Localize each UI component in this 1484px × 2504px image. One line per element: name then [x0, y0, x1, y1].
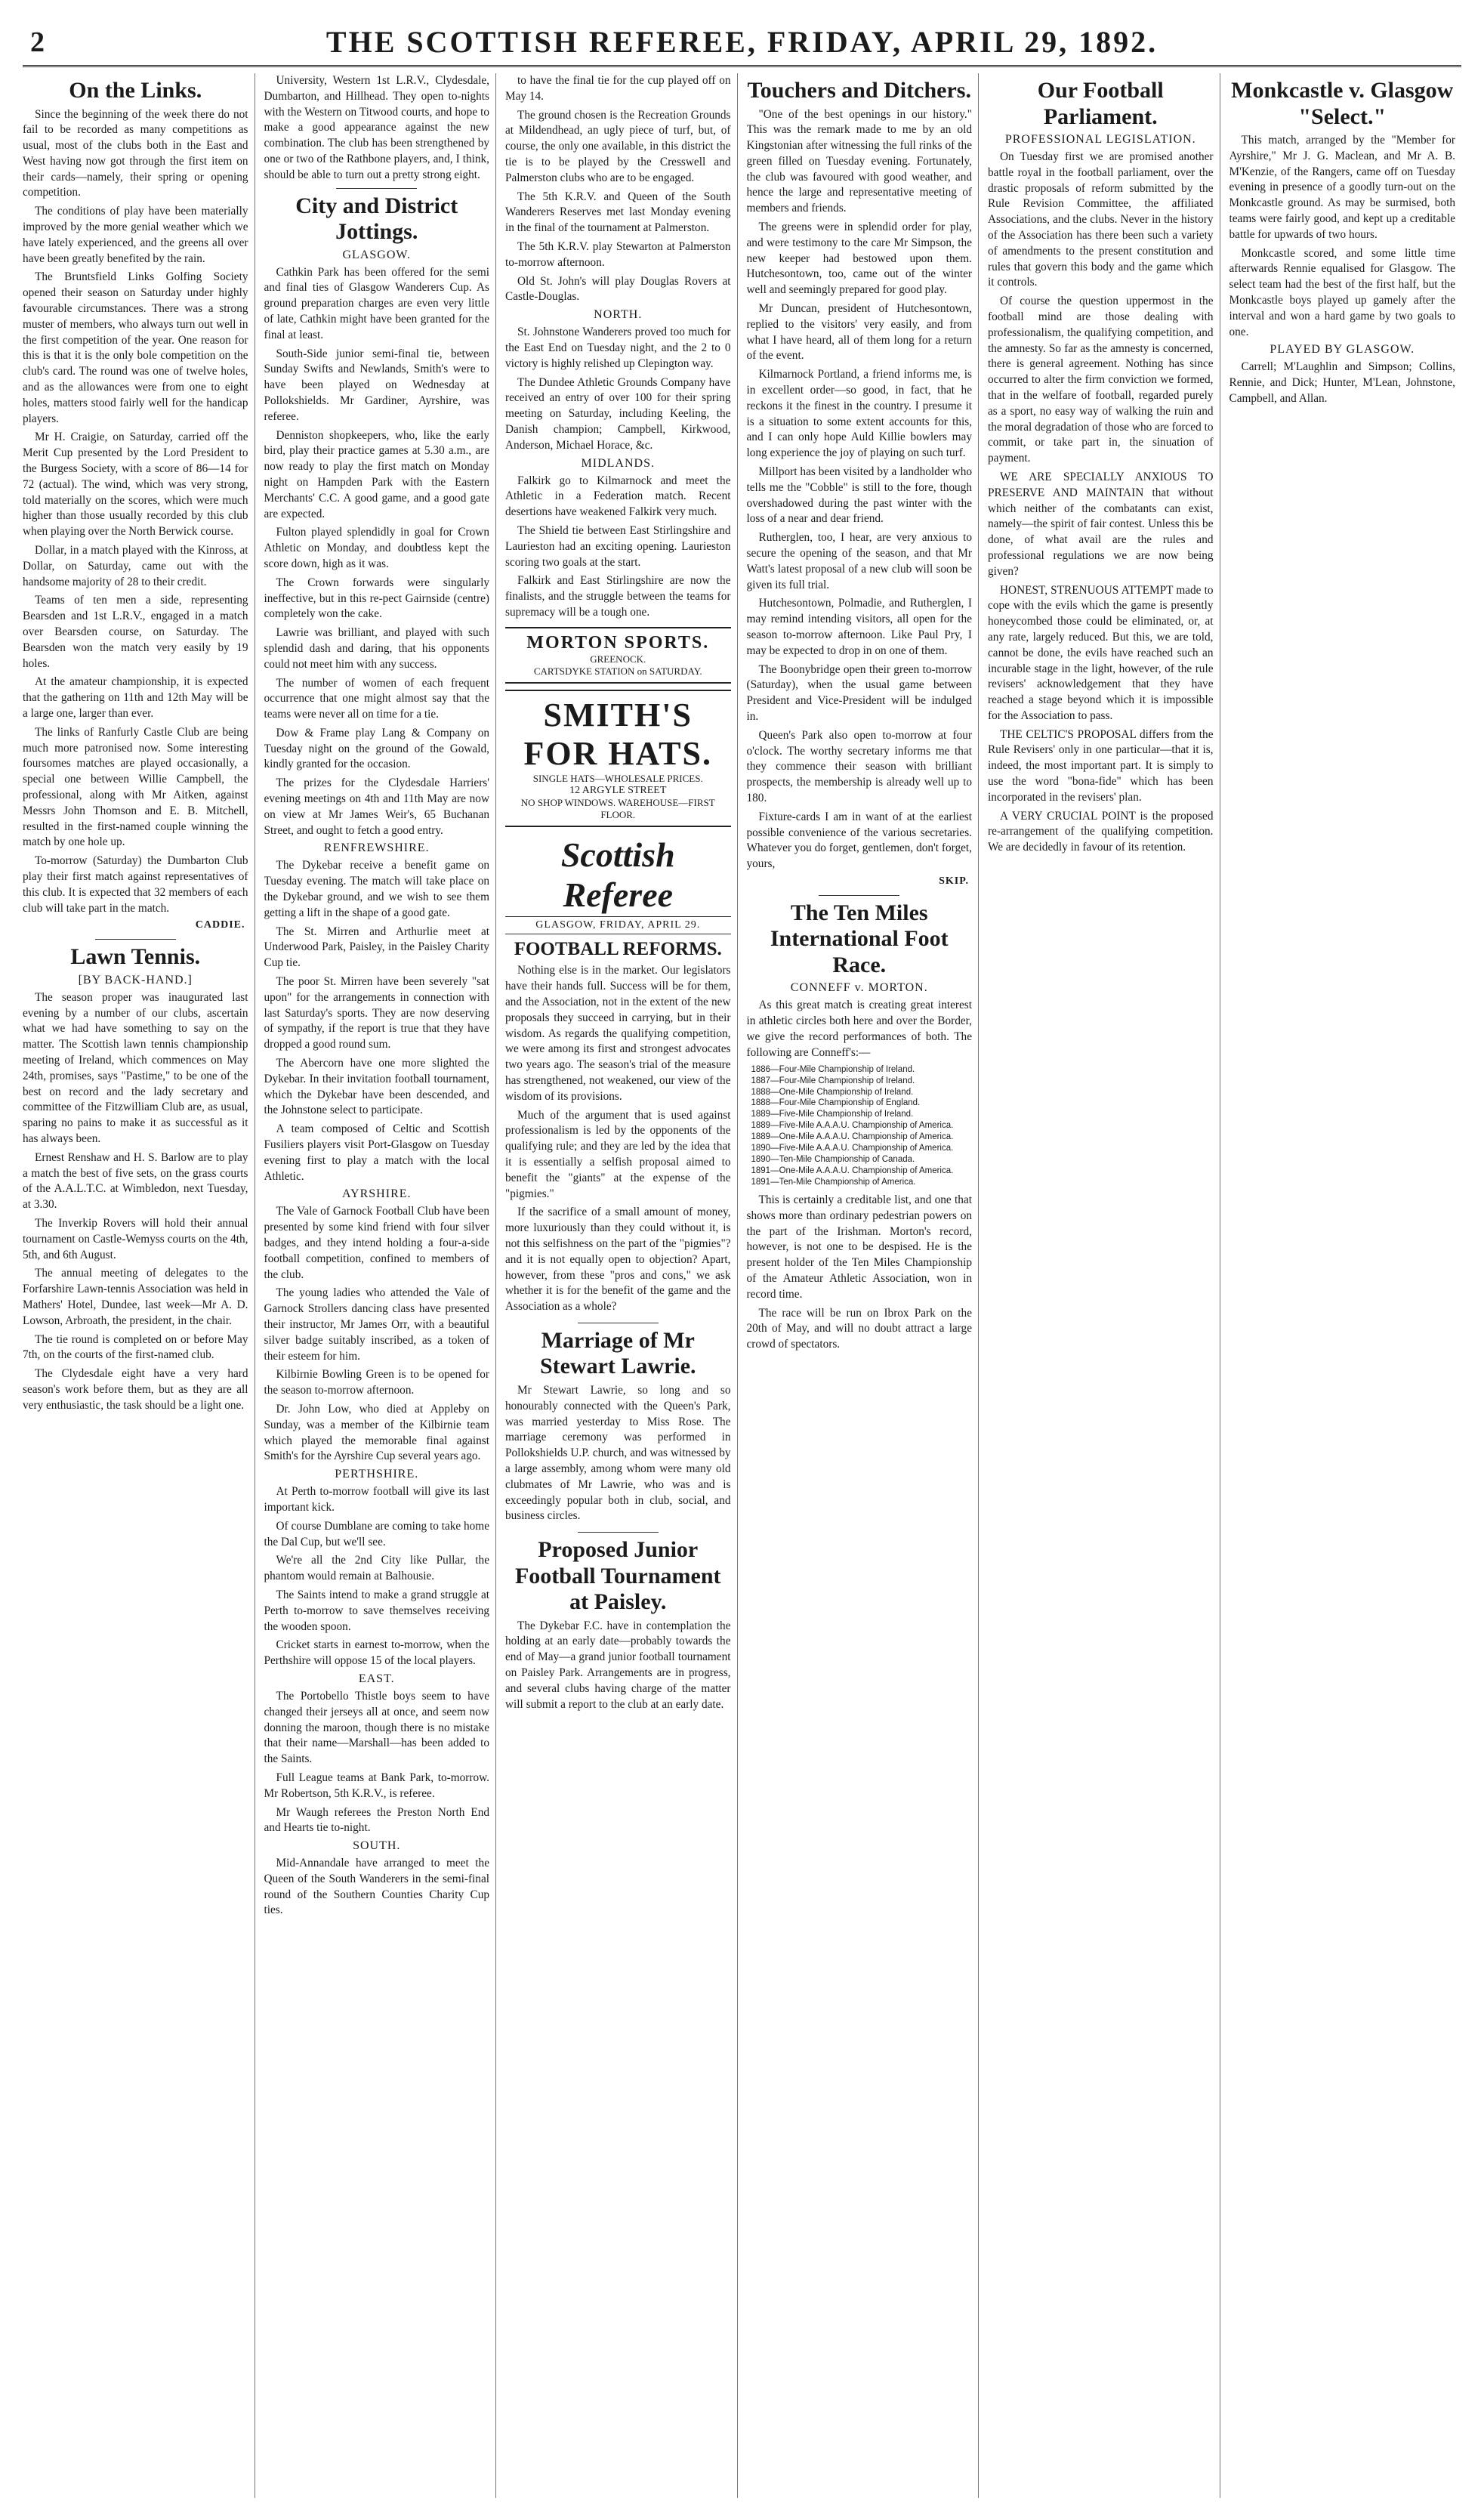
dateline: GLASGOW, FRIDAY, APRIL 29.	[505, 916, 731, 934]
article-paragraph: This is certainly a creditable list, and one that shows more than ordinary pedestrian powers on the part of the Irishman. Morton's record, however, is not one to be despised. He is the present holder of the Ten Miles Championship of the Amateur Athletic Association, won in record time.	[746, 1193, 972, 1301]
article-heading: City and District Jottings.	[295, 193, 458, 245]
divider	[336, 188, 417, 189]
article-paragraph: At Perth to-morrow football will give its last important kick.	[264, 1485, 489, 1514]
article-paragraph: Mid-Annandale have arranged to meet the Queen of the South Wanderers in the semi-final round of the Southern Counties Charity Cup ties.	[264, 1857, 489, 1917]
article-paragraph: St. Johnstone Wanderers proved too much for the East End on Tuesday night, and the 2 to 0 victory is highly relished up Clepington way.	[505, 326, 731, 370]
article-paragraph: Dow & Frame play Lang & Company on Tuesday night on the ground of the Gowald, kindly granted for the occasion.	[264, 726, 489, 771]
article-heading: The Ten Miles International Foot Race.	[770, 900, 949, 977]
article-paragraph: South-Side junior semi-final tie, between Sunday Swifts and Newlands, Smith's were to have been played on Wednesday at Pollokshields. Mr Gardiner, Ayrshire, was referee.	[264, 347, 489, 423]
article-paragraph: Mr Stewart Lawrie, so long and so honourably connected with the Queen's Park, was married yesterday to Miss Rose. The marriage ceremony was performed in Pollokshields U.P. church, and was witnessed by a large assembly, among whom were many old clubmates of Mr Lawrie, who was and is exceedingly popular both in club, social, and business circles.	[505, 1383, 731, 1523]
article-paragraph: Dollar, in a match played with the Kinross, at Dollar, on Saturday, came out with the handsome majority of 28 to their credit.	[23, 544, 248, 588]
article-paragraph: The Boonybridge open their green to-morrow (Saturday), when the usual game between President and Vice-President will be indulged in.	[746, 662, 972, 723]
article-paragraph: The Dykebar receive a benefit game on Tuesday evening. The match will take place on the Dykebar ground, and we wish to see them getting a lift in the shape of a good gate.	[264, 859, 489, 919]
article-paragraph: Rutherglen, too, I hear, are very anxious to secure the opening of the season, and that Mr Watt's latest proposal of a new club will soon be given its full trial.	[746, 531, 972, 591]
article-paragraph: Falkirk go to Kilmarnock and meet the Athletic in a Federation match. Recent desertions have weakened Falkirk very much.	[505, 474, 731, 519]
article-paragraph: Teams of ten men a side, representing Bearsden and 1st L.R.V., engaged in a match over Bearsden course, on Saturday. The Bearsden won the match very easily by 19 holes.	[23, 594, 248, 670]
article-paragraph: Cathkin Park has been offered for the semi and final ties of Glasgow Wanderers Cup. As ground preparation charges are even very little of late, Cathkin might have been granted for the final at least.	[264, 265, 489, 341]
article-heading: On the Links.	[69, 78, 202, 103]
list-item: 1890—Five-Mile A.A.A.U. Championship of America.	[751, 1144, 954, 1153]
article-paragraph: On Tuesday first we are promised another battle royal in the football parliament, over the drastic proposals of reform submitted by the Rule Revision Committee, the affiliated Associations, and the clubs. Never in the history of the Association has there been such a variety of amendments to the present constitution and rules that govern this body and the game which it controls.	[988, 150, 1214, 289]
article-paragraph: The tie round is completed on or before May 7th, on the courts of the first-named club.	[23, 1332, 248, 1362]
article-paragraph: As this great match is creating great interest in athletic circles both here and over the Border, we give the record performances of both. The following are Conneff's:—	[746, 999, 972, 1059]
list-item: 1889—Five-Mile A.A.A.U. Championship of America.	[751, 1121, 954, 1131]
section-subheading: RENFREWSHIRE.	[323, 841, 430, 855]
article-monkcastle	[1229, 78, 1456, 407]
article-paragraph: The Portobello Thistle boys seem to have changed their jerseys all at once, and seem now donning the maroon, though there is no mistake that their name—Marshall—has been added to the Saints.	[264, 1689, 489, 1766]
article-paragraph: The race will be run on Ibrox Park on the 20th of May, and will no doubt attract a large crowd of spectators.	[746, 1306, 972, 1351]
article-paragraph: Old St. John's will play Douglas Rovers at Castle-Douglas.	[505, 274, 731, 304]
article-paragraph: If the sacrifice of a small amount of money, more luxuriously than they could without it, is not this selfishness on the part of the "pigmies"? and it is not equally open to objection? Apart, however, from these "pros and cons," we ask whether it is for the benefit of the game and the Association as a whole?	[505, 1206, 731, 1314]
article-paragraph: The poor St. Mirren have been severely "sat upon" for the arrangements in connection with last Saturday's sports. They are now deserving of sympathy, if the report is true that they have dropped a good round sum.	[264, 975, 489, 1051]
article-paragraph: Of course Dumblane are coming to take home the Dal Cup, but we'll see.	[264, 1519, 489, 1548]
article-lawn-tennis	[23, 944, 248, 1413]
article-paragraph: Hutchesontown, Polmadie, and Rutherglen, I may remind intending visitors, all open for the season to-morrow afternoon. Like Paul Pry, I may be expected to drop in on one of them.	[746, 597, 972, 657]
article-paragraph: Mr H. Craigie, on Saturday, carried off the Merit Cup presented by the Lord President to the Burgess Society, with a score of 86—14 for 72 (actual). The wind, which was very strong, told materially on the scores, which were much higher than those usually recorded by this club when playing over the North Berwick course.	[23, 431, 248, 539]
advertisement-smiths-hats	[505, 690, 731, 827]
article-paragraph: A team composed of Celtic and Scottish Fusiliers players visit Port-Glasgow on Tuesday evening first to play a match with the local Athletic.	[264, 1122, 489, 1183]
article-city-jottings	[264, 193, 490, 1919]
column-3	[505, 73, 738, 2498]
article-paragraph: The annual meeting of delegates to the Forfarshire Lawn-tennis Association was held in Mathers' Hotel, Dundee, last week—Mr A. D. Lowson, Arbroath, the president, in the chair.	[23, 1267, 248, 1327]
article-heading: FOOTBALL REFORMS.	[514, 938, 722, 959]
article-paragraph: The prizes for the Clydesdale Harriers' evening meetings on 4th and 11th May are now on view at Mr James Weir's, 65 Buchanan Street, and ought to fetch a good entry.	[264, 777, 489, 837]
article-paragraph: Carrell; M'Laughlin and Simpson; Collins, Rennie, and Dick; Hunter, M'Lean, Johnstone, Campbell, and Allan.	[1229, 360, 1455, 405]
section-subheading: GLASGOW.	[342, 248, 412, 261]
article-paragraph: This match, arranged by the "Member for Ayrshire," Mr J. G. Maclean, and Mr A. B. M'Kenzie, of the Rangers, came off on Tuesday evening in presence of a goodly turn-out on the Monkcastle ground. As may be surmised, both teams were fairly good, and kept up a creditable battle for upwards of two hours.	[1229, 134, 1455, 241]
columns	[23, 73, 1461, 2498]
article-paragraph: Fixture-cards I am in want of at the earliest possible convenience of the various secretaries. Whatever you do forget, gentlemen, don't forget, yours,	[746, 810, 972, 871]
article-paragraph: WE ARE SPECIALLY ANXIOUS TO PRESERVE AND MAINTAIN that without which neither of the combatants can exist, namely—the spirit of fair contest. Unless this be done, of what avail are the rules and professional regulations we are now being given?	[988, 470, 1214, 578]
article-paragraph: The Dykebar F.C. have in contemplation the holding at an early date—probably towards the end of May—a grand junior football tournament on Paisley Park. Arrangements are in progress, and several clubs having charge of the matter will submit a report to the club at an early date.	[505, 1619, 731, 1711]
article-paragraph: The ground chosen is the Recreation Grounds at Mildendhead, an ugly piece of turf, but, of course, the only one available, in this district the tie is to be played by the Cresswell and Palmerston clubs who are to be engaged.	[505, 108, 731, 184]
section-subheading: EAST.	[358, 1672, 395, 1685]
article-paragraph: Full League teams at Bank Park, to-morrow. Mr Robertson, 5th K.R.V., is referee.	[264, 1771, 489, 1800]
article-paragraph: The conditions of play have been materially improved by the more genial weather which we have lately experienced, and the greens all over have been greatly benefited by the rain.	[23, 205, 248, 265]
section-subheading: CONNEFF v. MORTON.	[790, 981, 928, 995]
list-item: 1891—One-Mile A.A.A.U. Championship of America.	[751, 1166, 954, 1176]
article-paragraph: The greens were in splendid order for play, and were testimony to the care Mr Simpson, the new keeper had bestowed upon them. Hutchesontown, too, came out of the winter well and seemingly prepared for good play.	[746, 221, 972, 297]
article-paragraph: Monkcastle scored, and some little time afterwards Rennie equalised for Glasgow. The select team had the best of the first half, but the Monkcastle boys played up gamely after the interval and won a hard game by two goals to one.	[1229, 246, 1455, 338]
article-paragraph: Of course the question uppermost in the football mind are those dealing with professionalism, the qualifying competition, and the amnesty. So far as the amnesty is concerned, there is general agreement. Nothing has since occurred to alter the firm conviction we formed, that in the welfare of football, regarded purely as a sport, no easy way of walking the ruin and the moral degradation of those who are forced to commit, or take part in, the sinuation of payment.	[988, 295, 1214, 465]
ad-line: NO SHOP WINDOWS. WAREHOUSE—FIRST FLOOR.	[520, 796, 715, 820]
advertisement-morton-sports	[505, 627, 731, 684]
section-subheading: PROFESSIONAL LEGISLATION.	[1004, 133, 1196, 146]
article-heading: Lawn Tennis.	[70, 944, 201, 970]
article-paragraph: The Inverkip Rovers will hold their annual tournament on Castle-Wemyss courts on the 4th, 5th, and 6th August.	[23, 1217, 248, 1261]
ad-heading: MORTON SPORTS.	[526, 632, 710, 653]
article-heading: Marriage of Mr Stewart Lawrie.	[539, 1327, 696, 1379]
article-ten-miles-race	[747, 900, 973, 1353]
article-signature: CADDIE.	[195, 919, 245, 931]
list-item: 1886—Four-Mile Championship of Ireland.	[751, 1064, 915, 1074]
article-paragraph: University, Western 1st L.R.V., Clydesdale, Dumbarton, and Hillhead. They open to-nights with the Western on Titwood courts, and hope to make a good appearance against the new combination. The club has been strengthened by one or two of the Rathbone players, and, I think, should be able to turn out a pretty strong eight.	[264, 74, 489, 181]
article-paragraph: The young ladies who attended the Vale of Garnock Strollers dancing class have presented their instructor, Mr James Orr, with a beautiful silver badge suitably inscribed, as a token of their esteem for him.	[264, 1286, 489, 1363]
article-paragraph: To-morrow (Saturday) the Dumbarton Club play their first match against representatives of this club. It is expected that 32 members of each club will take part in the match.	[23, 854, 248, 915]
article-paragraph: Since the beginning of the week there do not fail to be recorded as many competitions as usual, most of the clubs both in the East and West having now got through the first item on their cards—namely, their spring or opening competition.	[23, 107, 248, 199]
ad-line: 12 ARGYLE STREET	[569, 784, 667, 796]
article-paragraph: Millport has been visited by a landholder who tells me the "Cobble" is still to the fore, though overshadowed during the past winter with the loss of a near and dear friend.	[746, 465, 972, 526]
article-paragraph: HONEST, STRENUOUS ATTEMPT made to cope with the evils which the game is presently honeycombed those could be eliminated, or, at any rate, largely reduced. But this, we are told, cannot be done, the evils have reached such an incurable stage in the light, however, of the rule revisers' acknowledgement that they have reached a stage beyond which it is impossible for the Association to pass.	[988, 583, 1214, 722]
article-paragraph: The Clydesdale eight have a very hard season's work before them, but as they are all very enthusiastic, the task should be a light one.	[23, 1367, 248, 1412]
article-on-the-links	[23, 78, 248, 931]
page-header	[23, 21, 1461, 67]
column-1	[23, 73, 255, 2498]
list-item: 1888—Four-Mile Championship of England.	[751, 1098, 921, 1108]
ad-line: SINGLE HATS—WHOLESALE PRICES.	[532, 772, 703, 784]
newspaper-masthead: Scottish Referee	[560, 835, 675, 914]
section-subheading: AYRSHIRE.	[341, 1187, 412, 1201]
article-marriage	[505, 1328, 731, 1524]
article-paragraph: to have the final tie for the cup played off on May 14.	[505, 74, 731, 103]
article-paragraph: The season proper was inaugurated last evening by a number of our clubs, ascertain what we had have something to say on the matter. The Scottish lawn tennis championship meeting of Ireland, which commences on May 24th, promises, says "Pastime," to be one of the best on record and the lady secretary and committee of the Fitzwilliam Club are, as usual, sparing no pains to make it as successful as it has always been.	[23, 990, 248, 1146]
article-paragraph: Cricket starts in earnest to-morrow, when the Perthshire will oppose 15 of the local players.	[264, 1638, 489, 1668]
section-subheading: PLAYED BY GLASGOW.	[1270, 343, 1415, 357]
section-subheading: SOUTH.	[353, 1839, 401, 1853]
column-5	[988, 73, 1220, 2498]
article-heading: Monkcastle v. Glasgow "Select."	[1231, 78, 1454, 129]
list-item: 1888—One-Mile Championship of Ireland.	[751, 1087, 914, 1097]
article-byline: [BY BACK-HAND.]	[78, 973, 193, 986]
page-title: THE SCOTTISH REFEREE, FRIDAY, APRIL 29, 1892.	[325, 25, 1159, 59]
article-paragraph: The Abercorn have one more slighted the Dykebar. In their invitation football tournament, which the Dykebar have been descended, and the Johnstone select to participate.	[264, 1057, 489, 1117]
article-paragraph: Dr. John Low, who died at Appleby on Sunday, was a member of the Kilbirnie team which played the memorable final against Smith's for the Ayrshire Cup several years ago.	[264, 1402, 489, 1463]
article-paragraph: Kilbirnie Bowling Green is to be opened for the season to-morrow afternoon.	[264, 1368, 489, 1397]
article-paragraph: Lawrie was brilliant, and played with such splendid dash and daring, that his opponents could not meet him with any success.	[264, 626, 489, 671]
article-paragraph: "One of the best openings in our history." This was the remark made to me by an old Kingstonian after witnessing the full rinks of the green filled on Tuesday evening. Fortunately, the club was favoured with good weather, and hence the large and representative meeting of members and friends.	[746, 107, 972, 215]
article-football-parliament	[988, 78, 1214, 856]
article-paragraph: Mr Waugh referees the Preston North End and Hearts tie to-night.	[264, 1805, 489, 1835]
article-heading: Touchers and Ditchers.	[747, 78, 971, 103]
article-paragraph: The St. Mirren and Arthurlie meet at Underwood Park, Paisley, in the Paisley Charity Cup tie.	[264, 925, 489, 970]
section-subheading: NORTH.	[594, 308, 643, 322]
article-junior-tournament	[505, 1537, 731, 1712]
article-touchers-ditchers	[747, 78, 973, 888]
article-heading: Our Football Parliament.	[1037, 78, 1164, 129]
divider	[95, 939, 176, 940]
results-list	[751, 1064, 973, 1188]
list-item: 1891—Ten-Mile Championship of America.	[751, 1178, 916, 1187]
article-paragraph: The number of women of each frequent occurrence that one might almost say that the teams were never all on time for a tie.	[264, 676, 489, 721]
article-paragraph: The Bruntsfield Links Golfing Society opened their season on Saturday under highly favourable circumstances. There was a strong muster of members, who always turn out well in the first competition of the year. One reason for this is that it is the only bole competition on the club's card. The round was one of twelve holes, and as the allowances were from one to eight holes, matters stood fairly well for the handicap players.	[23, 270, 248, 425]
article-paragraph: Ernest Renshaw and H. S. Barlow are to play a match the best of five sets, on the grass courts of the A.A.L.T.C. at Wimbledon, next Tuesday, at 3.30.	[23, 1150, 248, 1212]
article-paragraph: Falkirk and East Stirlingshire are now the finalists, and the struggle between the teams for supremacy will be a tough one.	[505, 574, 731, 619]
article-football-reforms	[505, 939, 731, 1315]
article-paragraph: The links of Ranfurly Castle Club are being much more patronised now. Some interesting foursomes matches are played occasionally, a special one between Willie Campbell, the professional, along with Mr Aitken, against Messrs John Thomson and E. B. Mitchell, resulted in the first-named couple winning the match by one hole up.	[23, 725, 248, 849]
column-4	[747, 73, 980, 2498]
ad-line: CARTSDYKE STATION on SATURDAY.	[533, 665, 702, 677]
list-item: 1889—Five-Mile Championship of Ireland.	[751, 1110, 914, 1119]
list-item: 1890—Ten-Mile Championship of Canada.	[751, 1155, 915, 1165]
article-paragraph: Fulton played splendidly in goal for Crown Athletic on Monday, and doubtless kept the score down, high as it was.	[264, 526, 489, 570]
column-6	[1229, 73, 1462, 2498]
article-paragraph: The Vale of Garnock Football Club have been presented by some kind friend with four silver badges, and they intend holding a four-a-side football competition, confined to members of the club.	[264, 1205, 489, 1281]
article-paragraph: The Dundee Athletic Grounds Company have received an entry of over 100 for their spring meeting on Saturday, including Keeling, the Danish champion; Campbell, Kirkwood, Anderson, Michael Horace, &c.	[505, 375, 731, 452]
divider	[819, 895, 899, 896]
article-paragraph: The Saints intend to make a grand struggle at Perth to-morrow to save themselves receiving the wooden spoon.	[264, 1588, 489, 1633]
article-heading: Proposed Junior Football Tournament at Paisley.	[514, 1537, 721, 1615]
section-subheading: PERTHSHIRE.	[335, 1468, 419, 1481]
ad-line: GREENOCK.	[590, 653, 646, 665]
article-paragraph: Nothing else is in the market. Our legislators have their hands full. Success will be for them, and the Association, not in the extent of the new proposals they succeed in carrying, but in their wisdom. As regards the qualifying competition, we were among its first and strongest advocates two years ago. The season's trial of the measure has strengthened, not weakened, our view of the wisdom of its provisions.	[505, 964, 731, 1103]
article-paragraph: Denniston shopkeepers, who, like the early bird, play their practice games at 5.30 a.m., are now ready to play the first match on Monday night on Hampden Park with the Eastern Merchants' C.C. A good game, and a good gate are expected.	[264, 428, 489, 520]
article-signature: SKIP.	[939, 875, 969, 887]
article-paragraph: We're all the 2nd City like Pullar, the phantom would remain at Balhousie.	[264, 1554, 489, 1583]
article-paragraph: Queen's Park also open to-morrow at four o'clock. The worthy secretary informs me that they commence their season with brilliant prospects, the membership is already well up to 180.	[746, 728, 972, 804]
divider	[578, 1532, 659, 1533]
list-item: 1887—Four-Mile Championship of Ireland.	[751, 1076, 915, 1085]
article-paragraph: At the amateur championship, it is expected that the gathering on 11th and 12th May will be a large one, larger than ever.	[23, 675, 248, 720]
article-paragraph: The 5th K.R.V. play Stewarton at Palmerston to-morrow afternoon.	[505, 239, 731, 269]
article-paragraph: The Crown forwards were singularly ineffective, but in this re-pect Gairnside (centre) completely won the cake.	[264, 576, 489, 621]
list-item: 1889—One-Mile A.A.A.U. Championship of America.	[751, 1132, 954, 1142]
column-2	[264, 73, 497, 2498]
ad-heading: SMITH'S FOR HATS.	[523, 696, 712, 772]
article-paragraph: Mr Duncan, president of Hutchesontown, replied to the visitors' very easily, and from what I have heard, all of them long for a return of the event.	[746, 302, 972, 363]
article-paragraph: The 5th K.R.V. and Queen of the South Wanderers Reserves met last Monday evening in the final of the tournament at Palmerston.	[505, 190, 731, 235]
section-subheading: MIDLANDS.	[581, 456, 655, 470]
article-paragraph: Kilmarnock Portland, a friend informs me, is in excellent order—so good, in fact, that he reckons it the finest in the country. I presume it is a situation to some extent accounts for this, and I can only hope Auld Killie bowlers may long experience the joy of playing on such turf.	[746, 368, 972, 460]
article-paragraph: The Shield tie between East Stirlingshire and Laurieston had an exciting opening. Laurieston scoring two goals at the start.	[505, 523, 731, 569]
article-paragraph: A VERY CRUCIAL POINT is the proposed re-arrangement of the qualifying competition. We are decidedly in favour of its retention.	[988, 809, 1214, 854]
article-paragraph: Much of the argument that is used against professionalism is led by the opponents of the qualifying rule; and they are led by the idea that it is essentially a selfish proposal aimed to benefit the "giants" at the expense of the "pigmies."	[505, 1108, 731, 1200]
article-paragraph: THE CELTIC'S PROPOSAL differs from the Rule Revisers' only in one particular—that it is, indeed, the most important part. It is simply to use the word "bona-fide" which has been incorporated in the revisers' plan.	[988, 727, 1214, 804]
page-number: 2	[30, 26, 45, 58]
